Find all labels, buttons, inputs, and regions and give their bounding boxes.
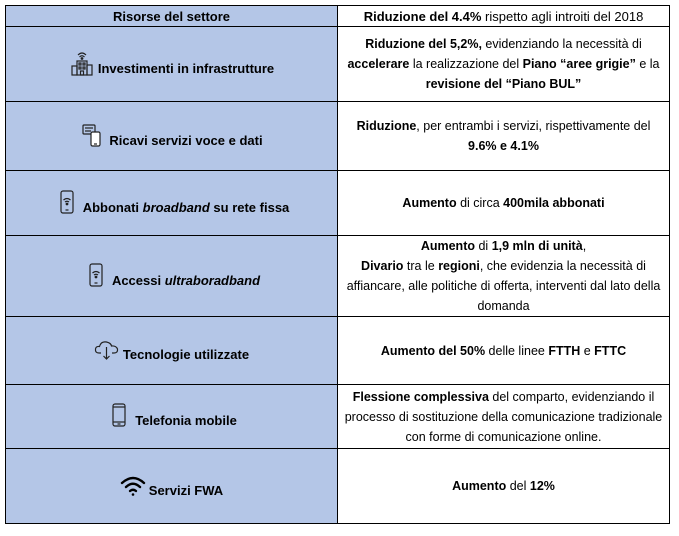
desc-segment: di circa (456, 196, 504, 210)
desc-segment: Piano “aree grigie” (522, 57, 636, 71)
row-description (357, 119, 651, 153)
row-description (345, 390, 663, 444)
row-description (347, 239, 661, 313)
label-cell (6, 385, 338, 449)
label-cell (6, 102, 338, 171)
desc-segment: FTTH (548, 343, 581, 358)
label-cell (6, 317, 338, 385)
desc-segment: Aumento (402, 196, 457, 210)
phones-icon (80, 122, 106, 148)
desc-segment: Aumento (452, 479, 507, 493)
desc-segment: revisione del “Piano BUL” (425, 77, 582, 91)
row-label: Accessi ultraboradband (111, 272, 261, 288)
label-cell (6, 449, 338, 524)
row-label: Tecnologie utilizzate (122, 347, 250, 362)
table-row (6, 449, 670, 524)
table-row (6, 236, 670, 317)
resources-table (5, 5, 670, 524)
row-label: Servizi FWA (148, 482, 224, 498)
desc-cell (338, 102, 670, 171)
desc-segment: , per entrambi i servizi, rispettivamente del (416, 119, 651, 133)
row-description (347, 37, 659, 91)
label-cell (6, 27, 338, 102)
table-row (6, 171, 670, 236)
desc-segment: del comparto, evidenziando il processo di sostituzione della comunicazione tradizionale con forme di comunicazione online. (344, 389, 663, 444)
desc-segment: e (580, 343, 595, 358)
label-cell (6, 171, 338, 236)
desc-segment: 400mila abbonati (503, 196, 605, 210)
desc-segment: FTTC (594, 343, 627, 358)
desc-segment: 9.6% e 4.1% (468, 139, 539, 153)
table-row (6, 385, 670, 449)
header-left-cell (6, 6, 338, 27)
desc-cell (338, 236, 670, 317)
table-row (6, 317, 670, 385)
desc-cell (338, 27, 670, 102)
desc-segment: Riduzione (356, 119, 417, 133)
desc-cell (338, 385, 670, 449)
row-label: Ricavi servizi voce e dati (109, 132, 263, 148)
header-right-bold: Riduzione del 4.4% (363, 8, 482, 24)
desc-segment: Flessione complessiva (352, 389, 489, 404)
desc-cell (338, 449, 670, 524)
row-description (381, 344, 626, 358)
label-cell (6, 236, 338, 317)
desc-segment: Divario (361, 259, 404, 273)
desc-segment: , (582, 239, 587, 253)
header-right-text: rispetto agli introiti del 2018 (481, 8, 644, 24)
desc-segment: 1,9 mln di unità (491, 239, 583, 253)
desc-cell (338, 171, 670, 236)
desc-segment: Riduzione del 5,2%, (365, 37, 482, 51)
row-label: Investimenti in infrastrutture (97, 60, 275, 76)
table-row (6, 102, 670, 171)
header-left-text: Risorse del settore (112, 8, 231, 24)
desc-segment: accelerare (347, 57, 410, 71)
desc-segment: la realizzazione del (409, 57, 523, 71)
desc-segment: evidenziando la necessità di (481, 37, 642, 51)
table-row (6, 27, 670, 102)
row-label: Abbonati broadband su rete fissa (82, 199, 290, 215)
row-description (452, 479, 555, 493)
desc-segment: tra le (403, 259, 439, 273)
desc-segment: Aumento (420, 239, 475, 253)
desc-segment: , che evidenzia la necessità di affiancare, alle politiche di offerta, interventi dal lato della domanda (346, 259, 661, 313)
desc-segment: delle linee (485, 343, 549, 358)
desc-segment: di (475, 239, 492, 253)
header-right-cell (338, 6, 670, 27)
desc-segment: 12% (529, 479, 555, 493)
desc-cell (338, 317, 670, 385)
desc-segment: e la (635, 57, 660, 71)
mobile-wifi-icon (54, 189, 80, 215)
building-wifi-icon (69, 50, 95, 76)
desc-segment: regioni (438, 259, 480, 273)
cloud-download-icon (94, 336, 120, 362)
desc-segment: Aumento del 50% (380, 343, 486, 358)
row-label: Telefonia mobile (135, 413, 237, 428)
mobile-wifi-icon (83, 262, 109, 288)
header-row (6, 6, 670, 27)
wifi-icon (120, 472, 146, 498)
row-description (402, 196, 604, 210)
desc-segment: del (506, 479, 530, 493)
smartphone-icon (106, 402, 132, 428)
